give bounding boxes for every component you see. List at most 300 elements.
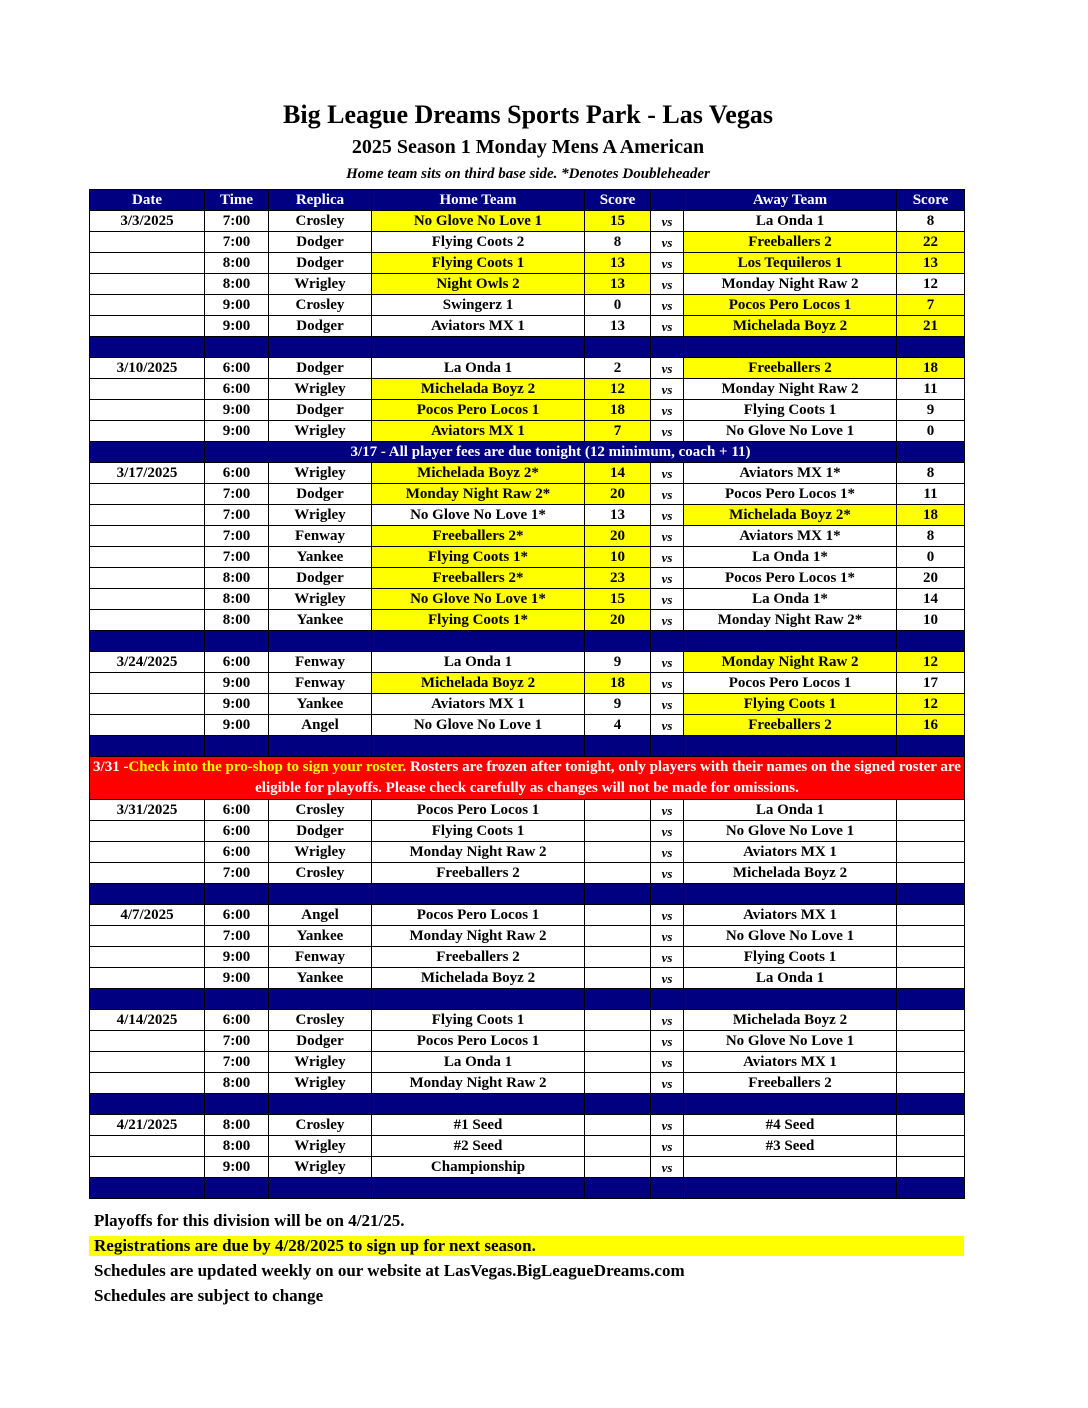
home-team-cell: Aviators MX 1 — [372, 421, 585, 442]
away-team-cell: No Glove No Love 1 — [684, 821, 897, 842]
separator-cell — [651, 1094, 684, 1115]
replica-cell: Wrigley — [269, 379, 372, 400]
separator-cell — [372, 631, 585, 652]
away-team-cell: Pocos Pero Locos 1 — [684, 295, 897, 316]
home-team-cell: Pocos Pero Locos 1 — [372, 400, 585, 421]
replica-cell: Yankee — [269, 547, 372, 568]
separator-cell — [684, 1178, 897, 1199]
time-cell: 8:00 — [205, 568, 269, 589]
home-score-cell: 12 — [585, 379, 651, 400]
time-cell: 9:00 — [205, 421, 269, 442]
separator-row — [90, 884, 965, 905]
separator-cell — [684, 884, 897, 905]
away-team-cell: La Onda 1 — [684, 968, 897, 989]
col-header-replica: Replica — [269, 190, 372, 211]
away-team-cell: Flying Coots 1 — [684, 947, 897, 968]
home-team-cell: #1 Seed — [372, 1115, 585, 1136]
replica-cell: Wrigley — [269, 463, 372, 484]
separator-cell — [269, 1094, 372, 1115]
away-score-cell — [897, 968, 965, 989]
separator-cell — [90, 989, 205, 1010]
away-score-cell: 12 — [897, 274, 965, 295]
home-team-cell: Flying Coots 1 — [372, 1010, 585, 1031]
time-cell: 7:00 — [205, 547, 269, 568]
home-score-cell — [585, 1115, 651, 1136]
separator-cell — [897, 884, 965, 905]
date-cell: 3/24/2025 — [90, 652, 205, 673]
separator-cell — [651, 337, 684, 358]
date-cell — [90, 547, 205, 568]
time-cell: 8:00 — [205, 610, 269, 631]
date-cell — [90, 589, 205, 610]
header-note: Home team sits on third base side. *Denotes Doubleheader — [346, 166, 710, 182]
home-score-cell — [585, 1052, 651, 1073]
away-score-cell: 0 — [897, 421, 965, 442]
home-team-cell: Michelada Boyz 2 — [372, 673, 585, 694]
away-score-cell: 21 — [897, 316, 965, 337]
date-cell: 3/10/2025 — [90, 358, 205, 379]
away-score-cell — [897, 905, 965, 926]
fee-notice: 3/17 - All player fees are due tonight (12 minimum, coach + 11) — [205, 442, 897, 463]
home-score-cell — [585, 1157, 651, 1178]
table-row — [90, 1010, 965, 1031]
date-cell: 4/21/2025 — [90, 1115, 205, 1136]
table-row — [90, 652, 965, 673]
time-cell: 7:00 — [205, 505, 269, 526]
col-header-away-score: Score — [897, 190, 965, 211]
separator-cell — [269, 884, 372, 905]
away-team-cell: Flying Coots 1 — [684, 400, 897, 421]
away-team-cell: Monday Night Raw 2 — [684, 274, 897, 295]
time-cell: 6:00 — [205, 842, 269, 863]
home-score-cell: 2 — [585, 358, 651, 379]
home-score-cell — [585, 968, 651, 989]
vs-cell: vs — [651, 589, 684, 610]
replica-cell: Crosley — [269, 1115, 372, 1136]
vs-cell: vs — [651, 379, 684, 400]
time-cell: 6:00 — [205, 652, 269, 673]
home-team-cell: Aviators MX 1 — [372, 694, 585, 715]
date-cell — [90, 1157, 205, 1178]
separator-cell — [90, 1094, 205, 1115]
away-score-cell: 20 — [897, 568, 965, 589]
time-cell: 9:00 — [205, 968, 269, 989]
separator-cell — [651, 736, 684, 757]
home-score-cell: 9 — [585, 694, 651, 715]
home-score-cell: 9 — [585, 652, 651, 673]
away-team-cell: Monday Night Raw 2* — [684, 610, 897, 631]
col-header-time: Time — [205, 190, 269, 211]
home-team-cell: Freeballers 2 — [372, 947, 585, 968]
home-score-cell: 7 — [585, 421, 651, 442]
table-row — [90, 610, 965, 631]
separator-cell — [205, 989, 269, 1010]
replica-cell: Crosley — [269, 800, 372, 821]
separator-cell — [585, 1178, 651, 1199]
away-score-cell: 17 — [897, 673, 965, 694]
date-cell: 3/17/2025 — [90, 463, 205, 484]
home-score-cell — [585, 800, 651, 821]
table-row — [90, 358, 965, 379]
table-row — [90, 821, 965, 842]
separator-row — [90, 337, 965, 358]
home-score-cell — [585, 905, 651, 926]
time-cell: 7:00 — [205, 484, 269, 505]
away-score-cell — [897, 1115, 965, 1136]
home-score-cell: 8 — [585, 232, 651, 253]
separator-cell — [269, 1178, 372, 1199]
separator-row — [90, 1178, 965, 1199]
col-header-date: Date — [90, 190, 205, 211]
date-cell — [90, 821, 205, 842]
separator-cell — [585, 884, 651, 905]
away-team-cell: La Onda 1 — [684, 800, 897, 821]
vs-cell: vs — [651, 253, 684, 274]
away-score-cell: 12 — [897, 652, 965, 673]
table-row — [90, 1031, 965, 1052]
away-team-cell: Michelada Boyz 2 — [684, 316, 897, 337]
home-score-cell — [585, 821, 651, 842]
time-cell: 9:00 — [205, 715, 269, 736]
vs-cell: vs — [651, 484, 684, 505]
time-cell: 8:00 — [205, 1136, 269, 1157]
time-cell: 6:00 — [205, 379, 269, 400]
time-cell: 9:00 — [205, 316, 269, 337]
home-score-cell: 4 — [585, 715, 651, 736]
replica-cell: Crosley — [269, 295, 372, 316]
separator-cell — [684, 736, 897, 757]
date-cell — [90, 1031, 205, 1052]
table-row — [90, 295, 965, 316]
away-score-cell: 11 — [897, 379, 965, 400]
home-team-cell: Flying Coots 1 — [372, 253, 585, 274]
separator-cell — [585, 989, 651, 1010]
away-score-cell — [897, 947, 965, 968]
vs-cell: vs — [651, 1073, 684, 1094]
footer-playoffs: Playoffs for this division will be on 4/21/25. — [94, 1211, 405, 1230]
away-team-cell: Freeballers 2 — [684, 715, 897, 736]
separator-cell — [269, 989, 372, 1010]
home-score-cell: 13 — [585, 505, 651, 526]
time-cell: 7:00 — [205, 1031, 269, 1052]
time-cell: 7:00 — [205, 211, 269, 232]
alert-lead: 3/31 - — [93, 759, 129, 775]
home-team-cell: Monday Night Raw 2 — [372, 842, 585, 863]
home-team-cell: No Glove No Love 1 — [372, 715, 585, 736]
home-team-cell: Aviators MX 1 — [372, 316, 585, 337]
home-team-cell: Championship — [372, 1157, 585, 1178]
table-row — [90, 505, 965, 526]
date-cell: 4/7/2025 — [90, 905, 205, 926]
time-cell: 6:00 — [205, 463, 269, 484]
home-score-cell: 0 — [585, 295, 651, 316]
table-row — [90, 484, 965, 505]
time-cell: 9:00 — [205, 400, 269, 421]
time-cell: 8:00 — [205, 1073, 269, 1094]
footer-registration: Registrations are due by 4/28/2025 to sign up for next season. — [89, 1236, 964, 1256]
vs-cell: vs — [651, 968, 684, 989]
home-score-cell: 20 — [585, 610, 651, 631]
away-team-cell: Aviators MX 1 — [684, 1052, 897, 1073]
separator-cell — [651, 884, 684, 905]
vs-cell: vs — [651, 926, 684, 947]
separator-cell — [897, 989, 965, 1010]
table-row — [90, 316, 965, 337]
vs-cell: vs — [651, 715, 684, 736]
separator-cell — [90, 631, 205, 652]
home-team-cell: No Glove No Love 1 — [372, 211, 585, 232]
separator-cell — [372, 1094, 585, 1115]
vs-cell: vs — [651, 1115, 684, 1136]
replica-cell: Wrigley — [269, 1052, 372, 1073]
away-team-cell: Michelada Boyz 2 — [684, 1010, 897, 1031]
away-team-cell: Michelada Boyz 2* — [684, 505, 897, 526]
separator-cell — [90, 736, 205, 757]
away-score-cell: 8 — [897, 211, 965, 232]
replica-cell: Dodger — [269, 400, 372, 421]
home-team-cell: Freeballers 2* — [372, 526, 585, 547]
table-row — [90, 968, 965, 989]
table-row — [90, 211, 965, 232]
home-score-cell: 13 — [585, 253, 651, 274]
separator-cell — [269, 736, 372, 757]
page-subtitle: 2025 Season 1 Monday Mens A American — [351, 136, 705, 158]
replica-cell: Wrigley — [269, 1157, 372, 1178]
separator-cell — [90, 442, 205, 463]
table-row — [90, 926, 965, 947]
date-cell: 3/31/2025 — [90, 800, 205, 821]
replica-cell: Dodger — [269, 358, 372, 379]
home-score-cell — [585, 1136, 651, 1157]
home-team-cell: Swingerz 1 — [372, 295, 585, 316]
home-team-cell: Flying Coots 1 — [372, 821, 585, 842]
home-team-cell: Freeballers 2 — [372, 863, 585, 884]
away-team-cell: Freeballers 2 — [684, 358, 897, 379]
away-score-cell — [897, 863, 965, 884]
away-team-cell: La Onda 1* — [684, 547, 897, 568]
away-score-cell: 8 — [897, 526, 965, 547]
alert-highlight: Check into the pro-shop to sign your roster — [128, 759, 403, 775]
date-cell — [90, 842, 205, 863]
away-score-cell: 22 — [897, 232, 965, 253]
date-cell — [90, 232, 205, 253]
vs-cell: vs — [651, 463, 684, 484]
roster-alert — [90, 757, 965, 800]
vs-cell: vs — [651, 274, 684, 295]
home-team-cell: Flying Coots 2 — [372, 232, 585, 253]
away-team-cell: Aviators MX 1 — [684, 905, 897, 926]
home-team-cell: La Onda 1 — [372, 1052, 585, 1073]
away-team-cell: Michelada Boyz 2 — [684, 863, 897, 884]
away-score-cell — [897, 1052, 965, 1073]
away-score-cell: 9 — [897, 400, 965, 421]
vs-cell: vs — [651, 1010, 684, 1031]
date-cell — [90, 968, 205, 989]
footer-website: Schedules are updated weekly on our website at LasVegas.BigLeagueDreams.com — [94, 1261, 685, 1280]
separator-cell — [684, 1094, 897, 1115]
away-team-cell: #4 Seed — [684, 1115, 897, 1136]
time-cell: 9:00 — [205, 694, 269, 715]
away-score-cell: 16 — [897, 715, 965, 736]
vs-cell: vs — [651, 421, 684, 442]
vs-cell: vs — [651, 400, 684, 421]
time-cell: 7:00 — [205, 926, 269, 947]
home-team-cell: Monday Night Raw 2* — [372, 484, 585, 505]
away-score-cell — [897, 1157, 965, 1178]
table-row — [90, 568, 965, 589]
vs-cell: vs — [651, 1031, 684, 1052]
separator-cell — [205, 736, 269, 757]
home-team-cell: No Glove No Love 1* — [372, 505, 585, 526]
away-score-cell — [897, 1031, 965, 1052]
table-row — [90, 1115, 965, 1136]
separator-cell — [372, 736, 585, 757]
separator-cell — [205, 1178, 269, 1199]
table-row — [90, 274, 965, 295]
home-team-cell: La Onda 1 — [372, 652, 585, 673]
time-cell: 8:00 — [205, 253, 269, 274]
time-cell: 8:00 — [205, 1115, 269, 1136]
separator-cell — [372, 884, 585, 905]
schedule-table — [89, 189, 965, 1199]
home-team-cell: Flying Coots 1* — [372, 610, 585, 631]
home-team-cell: Freeballers 2* — [372, 568, 585, 589]
away-score-cell: 10 — [897, 610, 965, 631]
away-team-cell: La Onda 1* — [684, 589, 897, 610]
vs-cell: vs — [651, 526, 684, 547]
home-score-cell — [585, 1073, 651, 1094]
time-cell: 9:00 — [205, 947, 269, 968]
date-cell — [90, 694, 205, 715]
date-cell — [90, 400, 205, 421]
page-title: Big League Dreams Sports Park - Las Vegas — [283, 100, 773, 129]
separator-cell — [372, 989, 585, 1010]
vs-cell: vs — [651, 547, 684, 568]
date-cell — [90, 505, 205, 526]
vs-cell: vs — [651, 505, 684, 526]
col-header-vs — [651, 190, 684, 211]
table-row — [90, 842, 965, 863]
date-cell — [90, 863, 205, 884]
home-score-cell: 20 — [585, 484, 651, 505]
away-score-cell: 12 — [897, 694, 965, 715]
table-row — [90, 694, 965, 715]
home-score-cell: 14 — [585, 463, 651, 484]
replica-cell: Angel — [269, 715, 372, 736]
separator-cell — [372, 1178, 585, 1199]
table-row — [90, 1052, 965, 1073]
home-score-cell: 15 — [585, 211, 651, 232]
separator-cell — [90, 1178, 205, 1199]
vs-cell: vs — [651, 1157, 684, 1178]
away-score-cell — [897, 1010, 965, 1031]
replica-cell: Yankee — [269, 968, 372, 989]
separator-cell — [897, 337, 965, 358]
replica-cell: Dodger — [269, 316, 372, 337]
vs-cell: vs — [651, 568, 684, 589]
vs-cell: vs — [651, 673, 684, 694]
away-team-cell: Freeballers 2 — [684, 1073, 897, 1094]
away-score-cell — [897, 1073, 965, 1094]
vs-cell: vs — [651, 295, 684, 316]
date-cell — [90, 1073, 205, 1094]
table-row — [90, 673, 965, 694]
home-score-cell: 18 — [585, 673, 651, 694]
home-score-cell — [585, 842, 651, 863]
date-cell — [90, 1136, 205, 1157]
away-score-cell: 0 — [897, 547, 965, 568]
vs-cell: vs — [651, 905, 684, 926]
table-row — [90, 1136, 965, 1157]
separator-row — [90, 989, 965, 1010]
away-team-cell: #3 Seed — [684, 1136, 897, 1157]
table-row — [90, 947, 965, 968]
home-team-cell: Pocos Pero Locos 1 — [372, 905, 585, 926]
separator-cell — [205, 337, 269, 358]
away-team-cell: Pocos Pero Locos 1 — [684, 673, 897, 694]
away-score-cell: 18 — [897, 505, 965, 526]
vs-cell: vs — [651, 652, 684, 673]
away-team-cell: Pocos Pero Locos 1* — [684, 568, 897, 589]
col-header-home-team: Home Team — [372, 190, 585, 211]
separator-cell — [585, 736, 651, 757]
away-team-cell: Monday Night Raw 2 — [684, 379, 897, 400]
vs-cell: vs — [651, 232, 684, 253]
away-team-cell: Aviators MX 1* — [684, 463, 897, 484]
table-row — [90, 715, 965, 736]
replica-cell: Yankee — [269, 926, 372, 947]
date-cell — [90, 253, 205, 274]
separator-cell — [897, 1178, 965, 1199]
time-cell: 6:00 — [205, 905, 269, 926]
home-score-cell: 15 — [585, 589, 651, 610]
away-score-cell: 7 — [897, 295, 965, 316]
separator-cell — [372, 337, 585, 358]
replica-cell: Dodger — [269, 1031, 372, 1052]
separator-row — [90, 1094, 965, 1115]
time-cell: 6:00 — [205, 800, 269, 821]
replica-cell: Yankee — [269, 610, 372, 631]
replica-cell: Dodger — [269, 232, 372, 253]
table-row — [90, 1073, 965, 1094]
away-team-cell: Freeballers 2 — [684, 232, 897, 253]
date-cell — [90, 316, 205, 337]
alert-rest: . Rosters are frozen after tonight, only players with their names on the signed roster are eligible for playoffs. Please check carefully as changes will not be made for omissions. — [255, 759, 961, 796]
time-cell: 7:00 — [205, 232, 269, 253]
date-cell — [90, 379, 205, 400]
home-score-cell: 18 — [585, 400, 651, 421]
away-score-cell: 14 — [897, 589, 965, 610]
away-score-cell — [897, 821, 965, 842]
away-team-cell: La Onda 1 — [684, 211, 897, 232]
away-team-cell: Monday Night Raw 2 — [684, 652, 897, 673]
home-score-cell — [585, 926, 651, 947]
separator-cell — [269, 337, 372, 358]
replica-cell: Dodger — [269, 568, 372, 589]
away-score-cell: 18 — [897, 358, 965, 379]
replica-cell: Angel — [269, 905, 372, 926]
table-row — [90, 547, 965, 568]
date-cell — [90, 673, 205, 694]
home-team-cell: #2 Seed — [372, 1136, 585, 1157]
away-score-cell: 8 — [897, 463, 965, 484]
separator-cell — [90, 337, 205, 358]
time-cell: 7:00 — [205, 1052, 269, 1073]
away-score-cell: 11 — [897, 484, 965, 505]
replica-cell: Wrigley — [269, 274, 372, 295]
separator-cell — [585, 337, 651, 358]
time-cell: 9:00 — [205, 1157, 269, 1178]
